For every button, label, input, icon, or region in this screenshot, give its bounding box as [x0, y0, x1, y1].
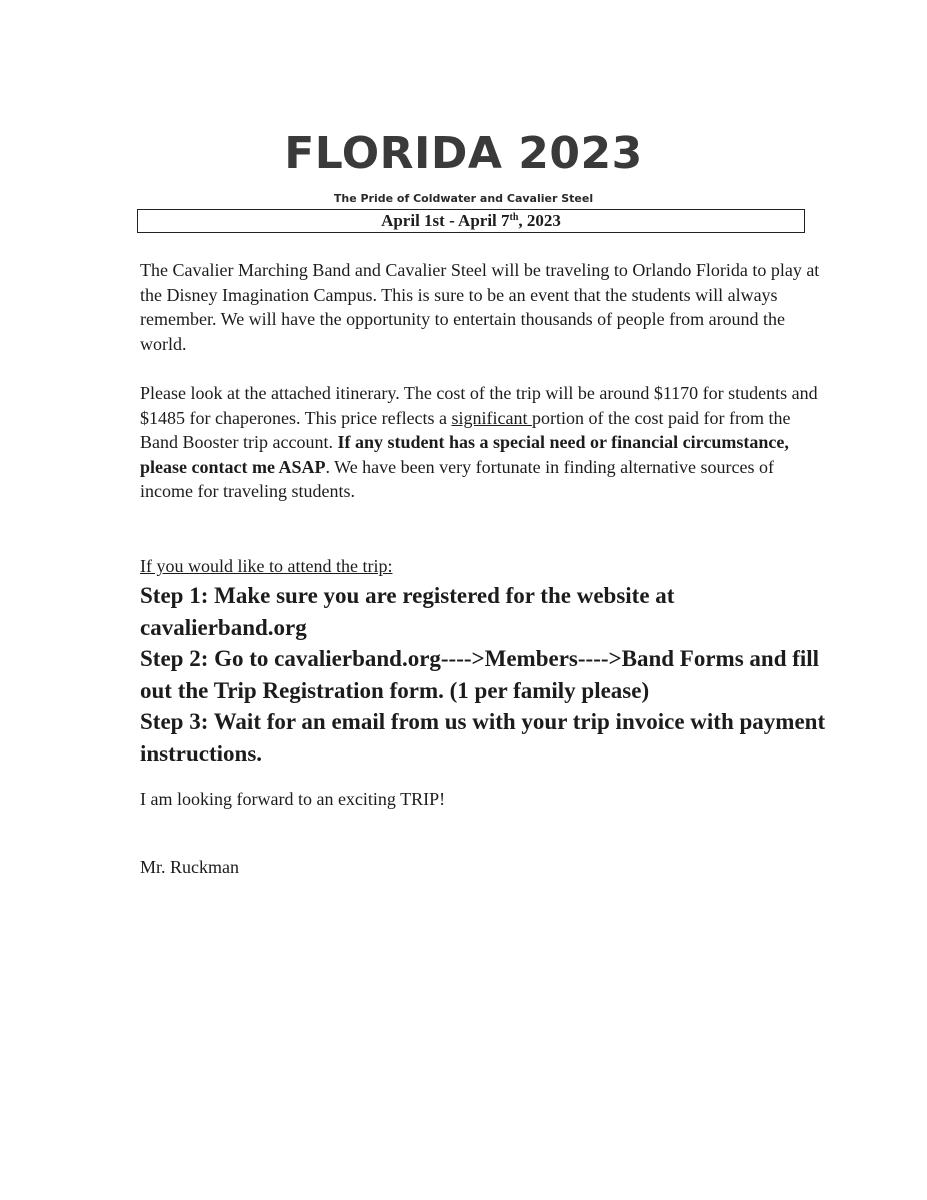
date-ordinal-suffix: th: [509, 212, 519, 223]
cost-text-bold-notice: If any student has a special need or financial circumstance, please contact me ASAP: [140, 432, 789, 477]
cost-text-1: Please look at the attached itinerary. The cost of the trip will be around $1170 for students and $1485 for chaperones. This price reflects a: [140, 383, 818, 428]
date-range-box: [137, 209, 805, 233]
attend-heading: If you would like to attend the trip:: [140, 556, 393, 576]
cost-text-underlined: significant: [451, 407, 533, 428]
closing-line: I am looking forward to an exciting TRIP!: [140, 789, 446, 809]
date-range-start: April 1st - April 7: [381, 211, 510, 230]
cost-paragraph: [140, 381, 820, 504]
page-title: FLORIDA 2023: [284, 128, 643, 179]
page-subtitle: The Pride of Coldwater and Cavalier Steel: [333, 192, 594, 205]
date-range-year: , 2023: [518, 211, 561, 230]
intro-paragraph: The Cavalier Marching Band and Cavalier Steel will be traveling to Orlando Florida to play at the Disney Imagination Campus. This is sure to be an event that the students will always remember. We will have the opportunity to entertain thousands of people from around the world.: [140, 260, 820, 354]
signature-name: Mr. Ruckman: [140, 857, 239, 877]
step-1: Step 1: Make sure you are registered for the website at cavalierband.org: [140, 583, 675, 640]
steps-list: [140, 580, 840, 769]
step-2: Step 2: Go to cavalierband.org---->Members---->Band Forms and fill out the Trip Registration form. (1 per family please): [140, 646, 820, 703]
step-3: Step 3: Wait for an email from us with your trip invoice with payment instructions.: [140, 709, 826, 766]
cost-text-2: portion of the cost paid for from the Band Booster trip account.: [140, 407, 791, 452]
cost-text-3: . We have been very fortunate in finding alternative sources of income for traveling students.: [140, 456, 775, 501]
